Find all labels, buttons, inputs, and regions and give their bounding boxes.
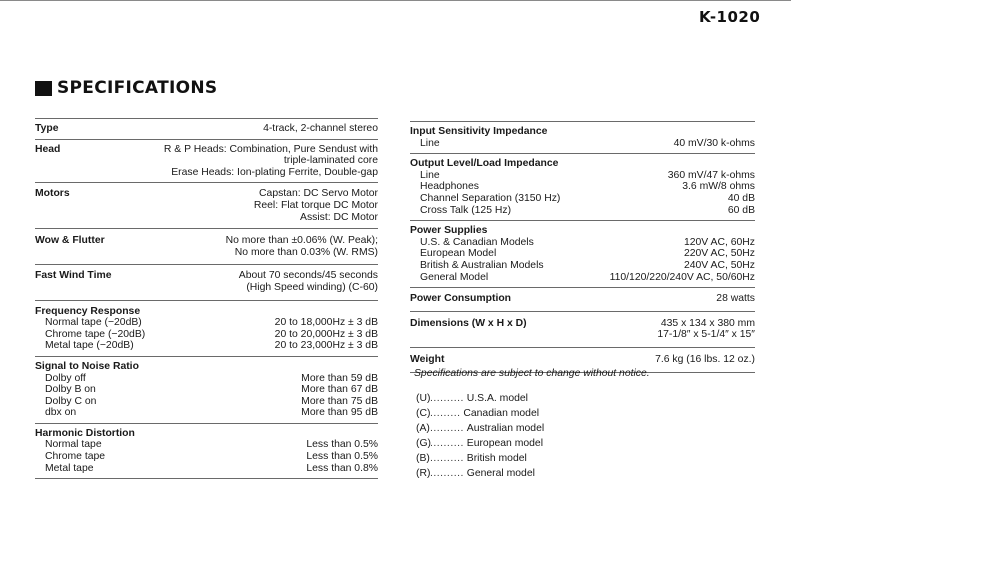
spec-subrow-value: 120V AC, 60Hz: [683, 236, 755, 248]
spec-label: Power Supplies: [410, 225, 488, 237]
spec-head: [35, 139, 378, 183]
spec-subrow-name: Metal tape: [45, 462, 94, 474]
spec-subrow-value: More than 59 dB: [301, 372, 378, 384]
spec-power-supplies: [410, 220, 755, 287]
spec-subrow: [35, 329, 378, 341]
spec-subrow-value: Less than 0.8%: [306, 462, 378, 474]
spec-dimensions: [410, 311, 755, 347]
model-name: Canadian model: [463, 408, 540, 419]
spec-subrow-name: Chrome tape: [45, 451, 106, 463]
specs-right-column: [410, 121, 755, 373]
spec-subrow: [410, 248, 755, 260]
spec-harmonic-distortion: [35, 423, 378, 479]
spec-subrow-value: 40 mV/30 k-ohms: [673, 137, 755, 149]
model-code: (R): [416, 468, 431, 479]
spec-subrow: [410, 205, 755, 217]
spec-fast-wind: [35, 264, 378, 299]
spec-subrow: [410, 272, 755, 284]
spec-subrow: [35, 373, 378, 385]
top-rule: [0, 0, 791, 1]
spec-subrow-value: More than 75 dB: [301, 395, 378, 407]
model-number: K-1020: [699, 8, 761, 26]
leader-dots: ..........: [430, 423, 464, 434]
spec-value: Erase Heads: Ion-plating Ferrite, Double-gap: [171, 166, 378, 178]
model-name: European model: [466, 438, 544, 449]
spec-subrow: [35, 463, 378, 475]
spec-subrow-value: 20 to 23,000Hz ± 3 dB: [274, 340, 378, 352]
spec-value: 435 x 134 x 380 mm: [660, 317, 755, 329]
spec-subrow-value: 3.6 mW/8 ohms: [682, 181, 755, 193]
spec-subrow: [35, 396, 378, 408]
spec-subrow-name: U.S. & Canadian Models: [420, 236, 534, 248]
spec-subrow-value: 360 mV/47 k-ohms: [667, 169, 755, 181]
spec-subrow: [35, 384, 378, 396]
spec-label: Frequency Response: [35, 305, 141, 317]
spec-value: Capstan: DC Servo Motor: [259, 188, 378, 200]
model-code: (C): [416, 408, 431, 419]
spec-value: 7.6 kg (16 lbs. 12 oz.): [655, 353, 755, 365]
spec-label: Wow & Flutter: [35, 235, 105, 247]
spec-power-consumption: [410, 287, 755, 311]
spec-label: Weight: [410, 353, 445, 365]
spec-signal-to-noise: [35, 356, 378, 423]
spec-label: Fast Wind Time: [35, 270, 112, 282]
model-name: General model: [466, 468, 535, 479]
spec-motors: [35, 182, 378, 228]
spec-label: Harmonic Distortion: [35, 427, 135, 439]
spec-subrow: [410, 237, 755, 249]
spec-value: 17-1/8″ x 5-1/4″ x 15″: [657, 329, 755, 341]
model-code-row: [416, 466, 544, 481]
page-title-text: SPECIFICATIONS: [57, 78, 218, 98]
spec-subrow-value: 40 dB: [727, 192, 755, 204]
spec-value: No more than 0.03% (W. RMS): [234, 246, 378, 258]
spec-label: Dimensions (W x H x D): [410, 317, 527, 329]
spec-value: 28 watts: [716, 293, 755, 305]
spec-subrow-name: Normal tape (−20dB): [45, 317, 142, 329]
model-code: (G): [416, 438, 432, 449]
spec-subrow-value: More than 95 dB: [301, 407, 378, 419]
spec-subrow-value: 60 dB: [727, 204, 755, 216]
spec-label: Type: [35, 123, 59, 134]
spec-subrow: [35, 340, 378, 352]
spec-subrow: [35, 317, 378, 329]
specs-left-column: [35, 118, 378, 479]
spec-label: Head: [35, 143, 61, 155]
spec-value: No more than ±0.06% (W. Peak);: [225, 235, 378, 247]
spec-subrow-name: Cross Talk (125 Hz): [420, 204, 512, 216]
spec-output-level: [410, 153, 755, 220]
spec-subrow-name: British & Australian Models: [420, 259, 544, 271]
spec-label: Motors: [35, 188, 70, 200]
spec-subrow-name: Channel Separation (3150 Hz): [420, 192, 561, 204]
square-bullet-icon: [35, 81, 52, 96]
leader-dots: .........: [430, 408, 461, 419]
spec-type: [35, 118, 378, 139]
spec-value: Assist: DC Motor: [300, 211, 378, 223]
spec-subrow-name: Dolby off: [45, 372, 86, 384]
model-name: Australian model: [466, 423, 545, 434]
spec-subrow-value: 20 to 18,000Hz ± 3 dB: [274, 317, 378, 329]
spec-subrow: [35, 451, 378, 463]
model-code-legend: [416, 391, 544, 481]
spec-label: Power Consumption: [410, 293, 512, 305]
spec-subrow-name: Normal tape: [45, 439, 102, 451]
spec-label: Output Level/Load Impedance: [410, 158, 559, 170]
page-title: [35, 78, 217, 98]
model-code: (B): [416, 453, 430, 464]
spec-subrow-value: 110/120/220/240V AC, 50/60Hz: [609, 271, 755, 283]
spec-value: Reel: Flat torque DC Motor: [253, 199, 378, 211]
model-name: British model: [466, 453, 527, 464]
spec-subrow-value: More than 67 dB: [301, 384, 378, 396]
model-code-row: [416, 421, 544, 436]
model-name: U.S.A. model: [466, 393, 528, 404]
spec-subrow: [410, 170, 755, 182]
spec-subrow-value: 20 to 20,000Hz ± 3 dB: [274, 328, 378, 340]
spec-subrow-name: Chrome tape (−20dB): [45, 328, 146, 340]
spec-value: 4-track, 2-channel stereo: [263, 123, 378, 134]
spec-wow-flutter: [35, 228, 378, 264]
spec-subrow-name: Metal tape (−20dB): [45, 340, 134, 352]
spec-value: (High Speed winding) (C-60): [246, 281, 378, 293]
leader-dots: ..........: [430, 438, 464, 449]
spec-input-sensitivity: [410, 121, 755, 153]
spec-subrow-value: Less than 0.5%: [306, 451, 378, 463]
change-notice: Specifications are subject to change without notice.: [414, 368, 650, 379]
spec-subrow-name: Dolby B on: [45, 384, 96, 396]
spec-subrow-name: Dolby C on: [45, 395, 97, 407]
model-code-row: [416, 451, 544, 466]
spec-subrow: [35, 439, 378, 451]
spec-subrow-value: 240V AC, 50Hz: [683, 259, 755, 271]
spec-subrow: [410, 138, 755, 150]
leader-dots: ..........: [430, 393, 464, 404]
spec-subrow-name: General Model: [420, 271, 489, 283]
spec-subrow: [35, 407, 378, 419]
spec-label: Input Sensitivity Impedance: [410, 126, 548, 137]
spec-label: Signal to Noise Ratio: [35, 360, 139, 372]
model-code: (U): [416, 393, 431, 404]
model-code-row: [416, 391, 544, 406]
spec-value: triple-laminated core: [283, 155, 378, 167]
model-code: (A): [416, 423, 430, 434]
spec-subrow-name: Headphones: [420, 181, 479, 193]
spec-subrow: [410, 181, 755, 193]
spec-subrow: [410, 260, 755, 272]
spec-subrow-name: European Model: [420, 248, 497, 260]
spec-subrow-name: Line: [420, 137, 440, 149]
spec-frequency-response: [35, 300, 378, 356]
spec-subrow-value: 220V AC, 50Hz: [683, 248, 755, 260]
spec-value: About 70 seconds/45 seconds: [238, 270, 378, 282]
leader-dots: ..........: [430, 453, 464, 464]
model-code-row: [416, 406, 544, 421]
spec-subrow-name: Line: [420, 169, 440, 181]
spec-value: R & P Heads: Combination, Pure Sendust with: [163, 143, 378, 155]
leader-dots: ..........: [430, 468, 464, 479]
model-code-row: [416, 436, 544, 451]
spec-subrow-name: dbx on: [45, 407, 77, 419]
spec-subrow: [410, 193, 755, 205]
spec-subrow-value: Less than 0.5%: [306, 439, 378, 451]
